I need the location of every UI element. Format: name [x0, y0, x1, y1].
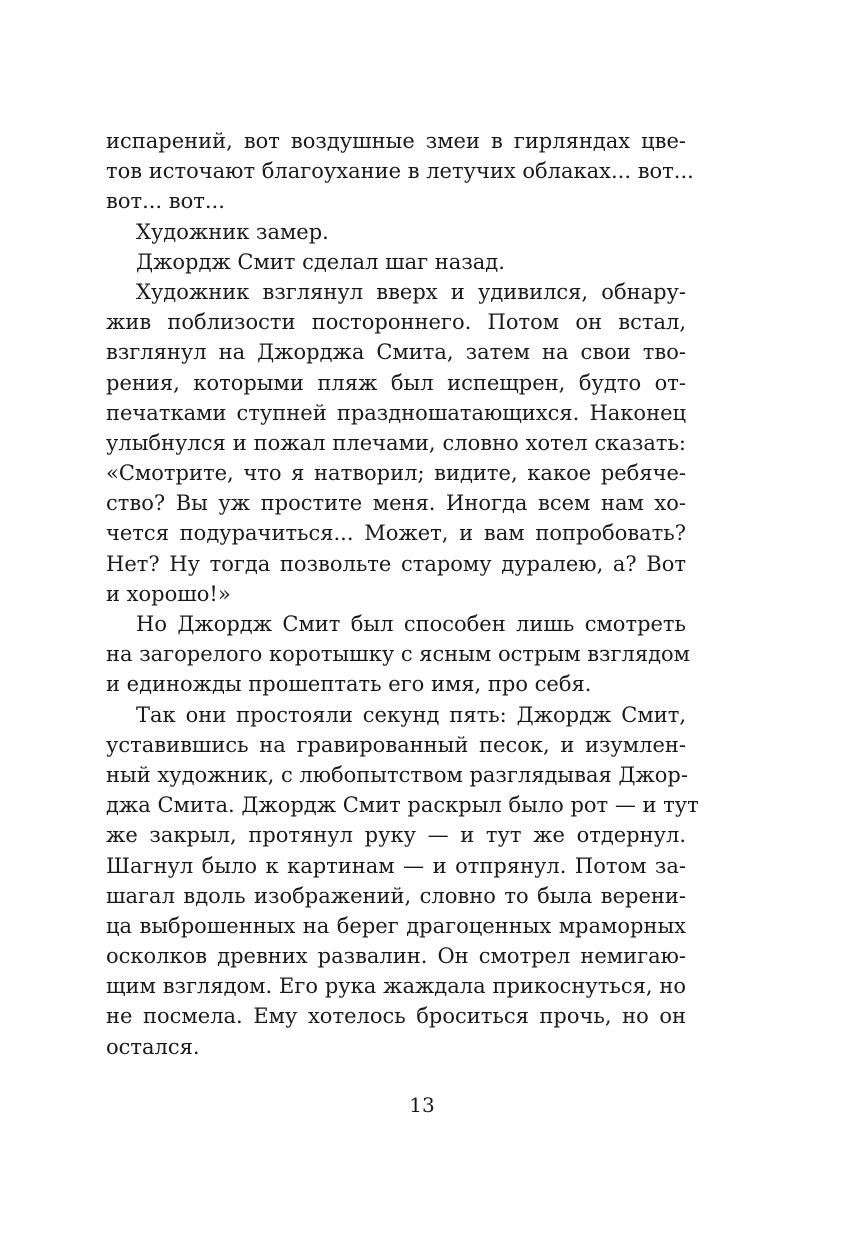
text-line: уставившись на гравированный песок, и изумлен- [106, 732, 686, 757]
text-line: ца выброшенных на берег драгоценных мраморных [106, 913, 686, 938]
text-line: шагал вдоль изображений, словно то была верени- [106, 883, 686, 908]
text-line: печатками ступней праздношатающихся. Наконец [106, 400, 686, 425]
text-line: улыбнулся и пожал плечами, словно хотел сказать: [106, 430, 686, 455]
text-line: Шагнул было к картинам — и отпрянул. Потом за- [106, 853, 686, 878]
text-line: Так они простояли секунд пять: Джордж Смит, [136, 702, 686, 727]
text-line: Нет? Ну тогда позвольте старому дуралею, а? Вот [106, 551, 686, 576]
text-line: остался. [106, 1034, 200, 1059]
text-line: рения, которыми пляж был испещрен, будто от- [106, 370, 686, 395]
text-line: испарений, вот воздушные змеи в гирляндах цве- [106, 129, 686, 153]
text-line: взглянул на Джорджа Смита, затем на свои тво- [106, 340, 686, 365]
page-number: 13 [409, 1093, 435, 1117]
text-line: джа Смита. Джордж Смит раскрыл было рот — и тут [106, 793, 699, 818]
text-line: «Смотрите, что я натворил; видите, какое ребяче- [106, 461, 686, 486]
text-line: же закрыл, протянул руку — и тут же отдернул. [106, 823, 686, 848]
text-line: и хорошо!» [106, 581, 231, 606]
text-line: Джордж Смит сделал шаг назад. [136, 249, 505, 274]
text-line: ство? Вы уж простите меня. Иногда всем нам хо- [106, 491, 686, 516]
text-line: тов источают благоухание в летучих облаках... вот... [106, 159, 694, 184]
text-line: чется подурачиться... Может, и вам попробовать? [106, 521, 686, 546]
text-line: Художник взглянул вверх и удивился, обнару- [136, 279, 686, 304]
text-line: Художник замер. [136, 219, 329, 244]
text-line: жив поблизости постороннего. Потом он встал, [106, 310, 686, 335]
text-line: ный художник, с любопытством разглядывая Джор- [106, 762, 688, 787]
text-line: щим взглядом. Его рука жаждала прикоснуться, но [106, 974, 686, 999]
text-line: и единожды прошептать его имя, про себя. [106, 672, 592, 697]
text-line: на загорелого коротышку с ясным острым взглядом [106, 642, 690, 667]
text-line: вот... вот... [106, 189, 225, 214]
text-line: осколков древних развалин. Он смотрел немигаю- [106, 944, 686, 969]
page-text [106, 126, 699, 1062]
text-line: не посмела. Ему хотелось броситься прочь, но он [106, 1004, 686, 1029]
text-line: Но Джордж Смит был способен лишь смотреть [136, 612, 686, 636]
